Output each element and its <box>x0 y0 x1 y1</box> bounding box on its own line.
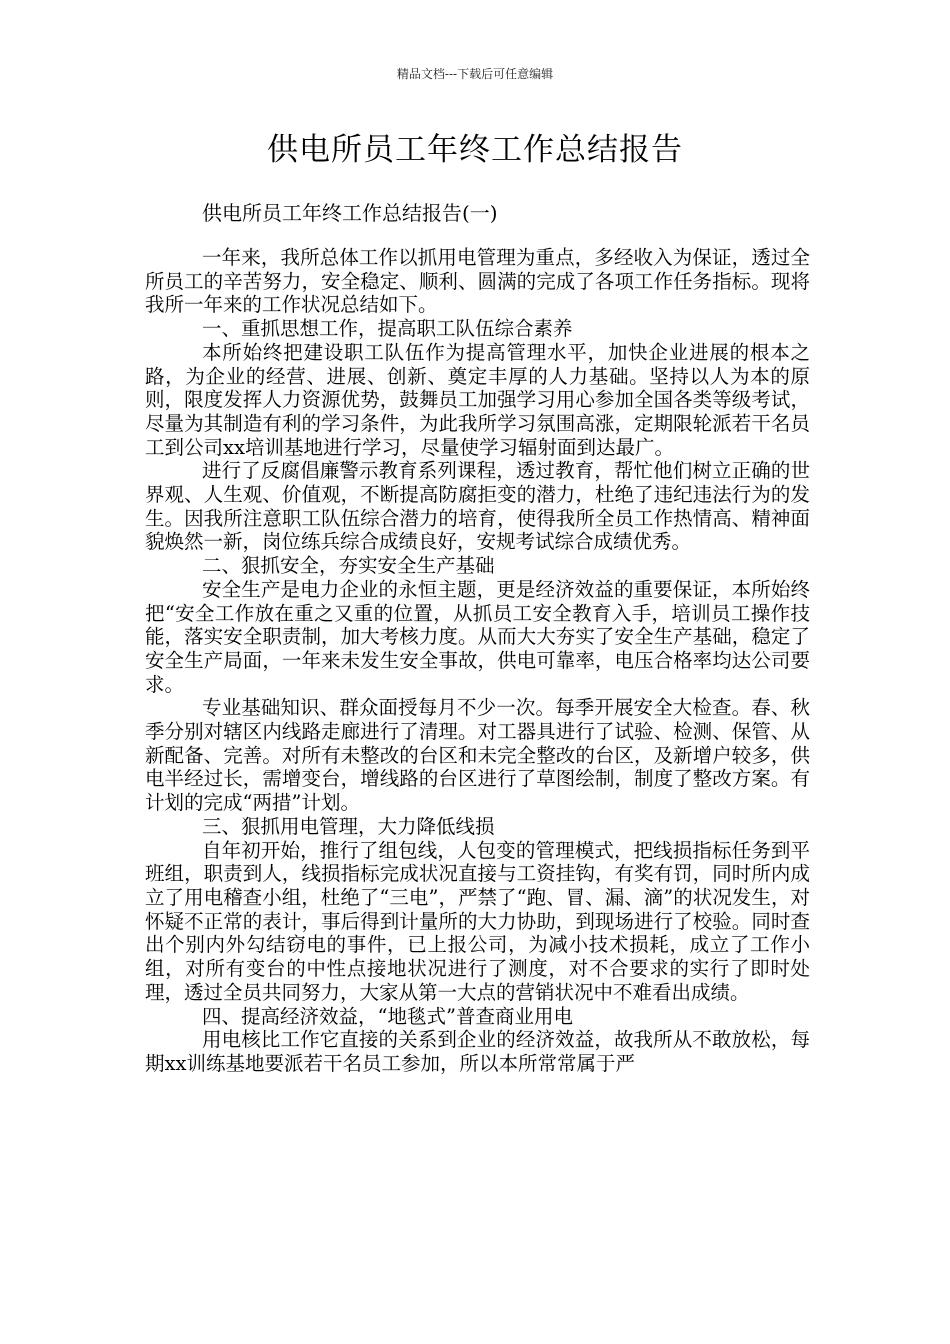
paragraph: 用电核比工作它直接的关系到企业的经济效益，故我所从不敢放松，每期xx训练基地要派若干名员工参加，所以本所常常属于严 <box>145 1028 810 1075</box>
document-subtitle: 供电所员工年终工作总结报告(一) <box>202 201 498 225</box>
paragraph: 本所始终把建设职工队伍作为提高管理水平，加快企业进展的根本之路，为企业的经营、进展、创新、奠定丰厚的人力基础。坚持以人为本的原则，限度发挥人力资源优势，鼓舞员工加强学习用心参加全国各类等级考试，尽量为其制造有利的学习条件，为此我所学习氛围高涨，定期限轮派若干名员工到公司xx培训基地进行学习，尽量使学习辐射面到达最广。 <box>145 340 810 459</box>
section-heading-2: 二、狠抓安全，夯实安全生产基础 <box>202 554 495 578</box>
paragraph: 安全生产是电力企业的永恒主题，更是经济效益的重要保证，本所始终把“安全工作放在重之又重的位置，从抓员工安全教育入手，培训员工操作技能，落实安全职责制，加大考核力度。从而大大夯实了安全生产基础，稳定了安全生产局面，一年来未发生安全事故，供电可靠率，电压合格率均达公司要求。 <box>145 577 810 696</box>
paragraph: 自年初开始，推行了组包线，人包变的管理模式，把线损指标任务到平班组，职责到人，线损指标完成状况直接与工资挂钩，有奖有罚，同时所内成立了用电稽查小组，杜绝了“三电”，严禁了“跑、冒、漏、滴”的状况发生，对怀疑不正常的表计，事后得到计量所的大力协助，到现场进行了校验。同时查出个别内外勾结窃电的事件，已上报公司，为减小技术损耗，成立了工作小组，对所有变台的中性点接地状况进行了测度，对不合要求的实行了即时处理，透过全员共同努力，大家从第一大点的营销状况中不难看出成绩。 <box>145 838 810 1004</box>
document-title: 供电所员工年终工作总结报告 <box>267 132 683 168</box>
paragraph: 专业基础知识、群众面授每月不少一次。每季开展安全大检查。春、秋季分别对辖区内线路走廊进行了清理。对工器具进行了试验、检测、保管、从新配备、完善。对所有未整改的台区和未完全整改的台区，及新增户较多，供电半经过长，需增变台，增线路的台区进行了草图绘制，制度了整改方案。有计划的完成“两措”计划。 <box>145 696 810 815</box>
header-note: 精品文档---下载后可任意编辑 <box>396 67 554 81</box>
section-heading-4: 四、提高经济效益，“地毯式”普查商业用电 <box>202 1004 573 1028</box>
section-heading-3: 三、狠抓用电管理，大力降低线损 <box>202 814 495 838</box>
paragraph-intro: 一年来，我所总体工作以抓用电管理为重点，多经收入为保证，透过全所员工的辛苦努力，安全稳定、顺利、圆满的完成了各项工作任务指标。现将我所一年来的工作状况总结如下。 <box>145 246 810 317</box>
body-text <box>145 246 810 1076</box>
paragraph: 进行了反腐倡廉警示教育系列课程，透过教育，帮忙他们树立正确的世界观、人生观、价值观，不断提高防腐拒变的潜力，杜绝了违纪违法行为的发生。因我所注意职工队伍综合潜力的培育，使得我所全员工作热情高、精神面貌焕然一新，岗位练兵综合成绩良好，安规考试综合成绩优秀。 <box>145 459 810 554</box>
section-heading-1: 一、重抓思想工作，提高职工队伍综合素养 <box>202 317 573 341</box>
